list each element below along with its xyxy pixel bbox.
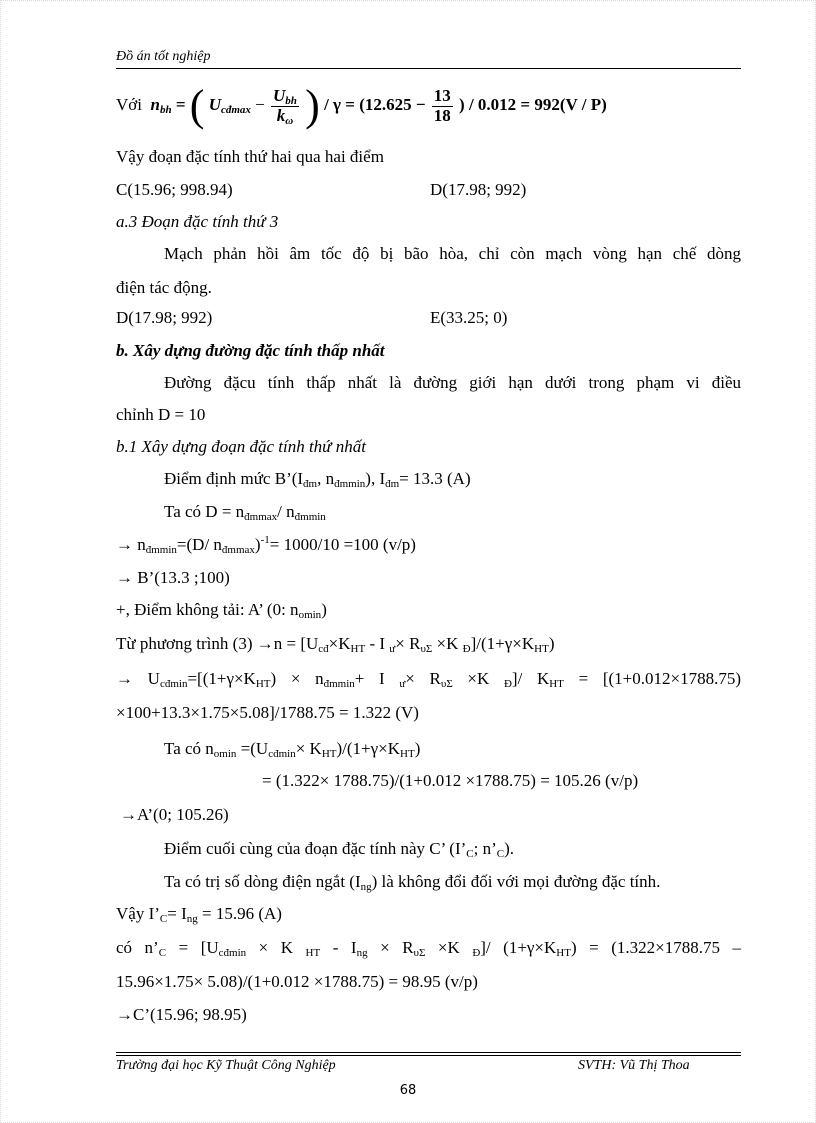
text-line: → $n_{đmmin}=(D/$ $n_{đmmax})^{-1}= 1000/10 =100$ (v/p) [116,534,416,556]
text-line: Ta có $D = n_{đmmax}/$ $n_{đmmin}$ [164,502,326,523]
text-line: +, Điểm không tải: A’ (0: $n_{omin}$) [116,600,327,621]
text-line: Vậy $I’_C= I_{ng} = 15.96$ (A) [116,904,282,925]
formula-nbh: Với $n_{bh}$ = ( $U_{cđmax}$ − $\frac{U_{bh}}{k_\omega}$ ) / γ = (12.625 − $\frac{13}{18}$ ) / 0.012 = 992(V / P) [116,81,607,130]
footer-rule [116,1052,741,1053]
footer-rule [116,1055,741,1056]
text-line: Ta có $n_{omin} =(U_{cđmin}\times K_{HT})/(1+\gamma\times K_{HT})$ [164,739,421,760]
section-heading: b. Xây dựng đường đặc tính thấp nhất [116,341,385,360]
text-line: = (1.322× 1788.75)/(1+0.012 ×1788.75) = 105.26 (v/p) [262,771,639,790]
header-rule [116,68,741,69]
subsection-heading: a.3 Đoạn đặc tính thứ 3 [116,212,279,231]
text-line: Ta có trị số dòng điện ngắt $(I_{ng})$ là không đổi đối với mọi đường đặc tính. [164,872,661,893]
text-line: ×100+13.3×1.75×5.08]/1788.75 = 1.322 (V) [116,703,419,722]
text-line: →A’(0; 105.26) [120,805,229,824]
footer-student: SVTH: Vũ Thị Thoa [578,1058,690,1073]
text-line: Mạch phản hồi âm tốc độ bị bão hòa, chỉ còn mạch vòng hạn chế dòng [164,244,741,263]
text-line: có $n’_C = [U_{cđmin} \times K$ $_{HT} - I_{ng} \times R_{\upsilon\Sigma} \times K$ $_Đ$]/ $(1+\gamma\times K_{HT}) = (1.322\times 1788.75$ – [116,938,742,959]
text-line: điện tác động. [116,278,212,297]
text-line: chỉnh D = 10 [116,405,206,424]
point-line: C(15.96; 998.94) D(17.98; 992) [116,180,527,199]
text-line: →C’(15.96; 98.95) [116,1005,247,1024]
subsection-heading: b.1 Xây dựng đoạn đặc tính thứ nhất [116,437,366,456]
page-number: 68 [399,1083,417,1098]
text-line: 15.96×1.75× 5.08)/(1+0.012 ×1788.75) = 98.95 (v/p) [116,972,478,991]
text-line: Điểm cuối cùng của đoạn đặc tính này C’ ($I’_C$; $n’_C$). [164,839,515,860]
text-line: Từ phương trình $(3) \to n = [U_{cđ}\times K_{HT} - I$ $_ư\times R_{\upsilon\Sigma} \times K$ $_Đ]/(1+\gamma\times K_{HT})$ [116,634,555,655]
point-line: D(17.98; 992) E(33.25; 0) [116,308,508,327]
text-line: Vậy đoạn đặc tính thứ hai qua hai điểm [116,147,384,166]
text-line: Điểm định mức $B’(I_{đm}$, $n_{đmmin}$), $I_{đm}= 13.3$ (A) [164,469,471,490]
text-line: → $U_{cđmin}=[(1+\gamma\times K_{HT}) \times n_{đmmin}+ I$ $_ư\times R_{\upsilon\Sigma} \times K$ $_Đ$]/ $K_{HT} = [(1+0.012\times 1788.75)$ [116,669,741,690]
header-title: Đồ án tốt nghiệp [116,49,211,64]
text-line: → B’(13.3 ;100) [116,568,230,587]
text-line: Đường đặcu tính thấp nhất là đường giới hạn dưới trong phạm vi điều [164,373,741,392]
footer-school: Trường đại học Kỹ Thuật Công Nghiệp [116,1058,336,1073]
